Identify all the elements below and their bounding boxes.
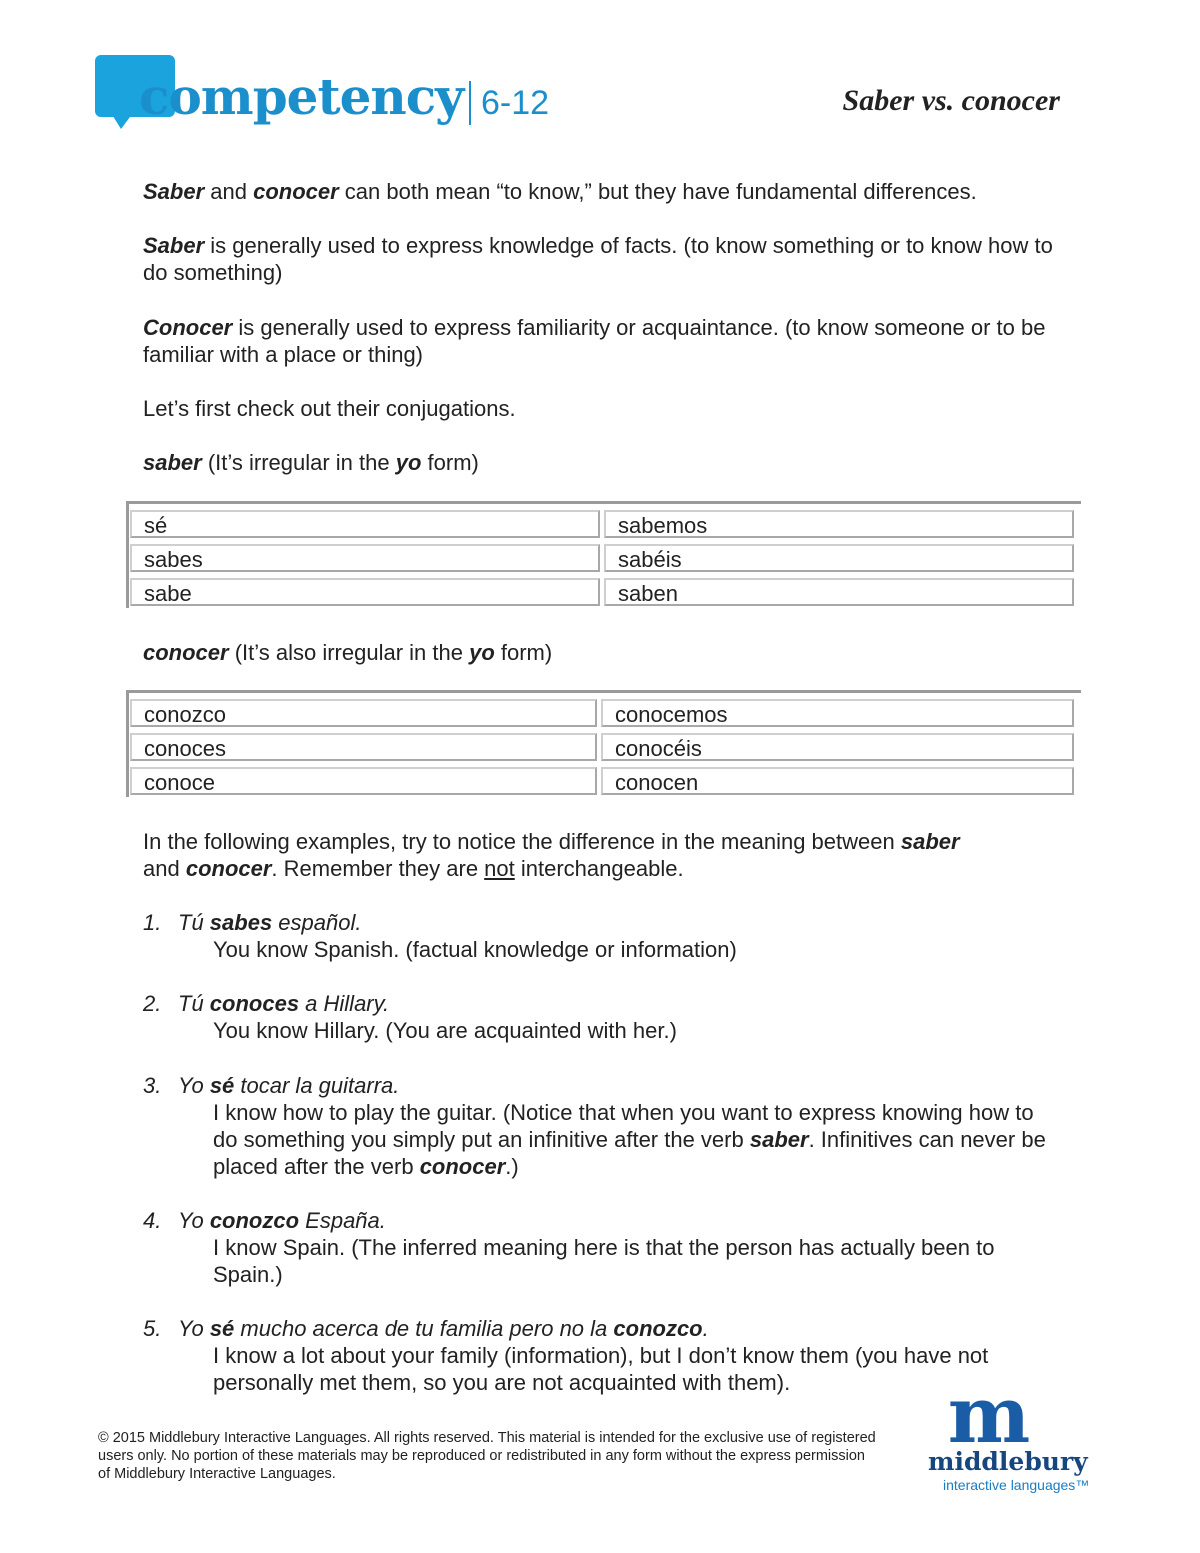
- verb-form: conoces: [209, 991, 300, 1016]
- example-number: 1.: [143, 910, 162, 935]
- text: (It’s irregular in the: [201, 450, 396, 475]
- verb-form: conozco: [209, 1208, 300, 1233]
- term-yo: yo: [395, 450, 422, 475]
- text: In the following examples, try to notice the difference in the meaning between: [143, 829, 901, 854]
- middlebury-name: middlebury: [928, 1447, 1088, 1476]
- examples-intro: [143, 828, 1073, 882]
- intro-paragraph-2: [143, 232, 1073, 286]
- table-cell: conoce: [130, 767, 597, 795]
- competency-logo: [95, 55, 565, 135]
- table-cell: conocemos: [601, 699, 1074, 727]
- example-4: [143, 1207, 1073, 1288]
- table-cell: sabes: [130, 544, 600, 572]
- text: interchangeable.: [514, 856, 684, 881]
- example-spanish: [178, 990, 389, 1017]
- table-cell: conocéis: [601, 733, 1074, 761]
- text: is generally used to express knowledge of facts. (to know something or to know how to do something): [143, 233, 1053, 285]
- example-3: [143, 1072, 1073, 1180]
- text: (It’s also irregular in the: [228, 640, 470, 665]
- term-conocer: conocer: [185, 856, 272, 881]
- example-spanish: [178, 1315, 709, 1342]
- text: . Remember they are: [271, 856, 485, 881]
- speech-bubble-tail: [111, 113, 133, 129]
- saber-conjugation-table: [126, 501, 1081, 608]
- term-not: not: [484, 856, 515, 881]
- conocer-heading: [143, 639, 1073, 666]
- text: .): [505, 1154, 519, 1179]
- table-cell: saben: [604, 578, 1074, 606]
- verb-form: sé: [209, 1316, 235, 1341]
- middlebury-m-icon: m: [947, 1370, 1025, 1461]
- verb-form: sabes: [209, 910, 273, 935]
- example-2: [143, 990, 1073, 1044]
- logo-word: competency: [139, 67, 464, 126]
- example-spanish: [178, 1207, 386, 1234]
- example-number: 2.: [143, 991, 162, 1016]
- example-english: I know a lot about your family (information), but I don’t know them (you have not personally met them, so you are not acquainted with them).: [213, 1343, 989, 1395]
- example-english: I know Spain. (The inferred meaning here is that the person has actually been to Spain.): [213, 1235, 995, 1287]
- middlebury-logo: [928, 1370, 1128, 1495]
- text: form): [421, 450, 479, 475]
- middlebury-tagline: interactive languages™: [943, 1477, 1090, 1493]
- table-cell: sabemos: [604, 510, 1074, 538]
- intro-paragraph-1: [143, 178, 1073, 205]
- term-saber: Saber: [143, 179, 205, 204]
- text: I know how to play the guitar. (Notice that when you want to express knowing how to do something you simply put an infinitive after the verb: [213, 1100, 1034, 1152]
- example-number: 5.: [143, 1316, 162, 1341]
- table-cell: conocen: [601, 767, 1074, 795]
- example-english: [213, 1099, 1063, 1180]
- text: mucho acerca de tu familia pero no la: [234, 1316, 614, 1341]
- text: español.: [272, 910, 362, 935]
- table-cell: conoces: [130, 733, 597, 761]
- term-conocer: conocer: [253, 179, 339, 204]
- example-5: [143, 1315, 1073, 1396]
- example-1: [143, 909, 1073, 963]
- term-saber: saber: [749, 1127, 809, 1152]
- text: a Hillary.: [299, 991, 390, 1016]
- example-english: You know Hillary. (You are acquainted with her.): [213, 1018, 677, 1043]
- text: Yo: [178, 1208, 210, 1233]
- text: Yo: [178, 1316, 210, 1341]
- text: Tú: [178, 910, 210, 935]
- text: Tú: [178, 991, 210, 1016]
- example-spanish: [178, 909, 361, 936]
- example-number: 4.: [143, 1208, 162, 1233]
- logo-separator: [469, 81, 471, 125]
- logo-grade: 6-12: [481, 84, 550, 122]
- term-conocer: Conocer: [143, 315, 233, 340]
- term-saber: Saber: [143, 233, 205, 258]
- verb-form: conozco: [613, 1316, 703, 1341]
- text: Yo: [178, 1073, 210, 1098]
- term-yo: yo: [469, 640, 495, 665]
- text: . Infinitives can never be placed after the verb: [213, 1127, 1046, 1179]
- conocer-conjugation-table: [126, 690, 1081, 797]
- intro-paragraph-4: Let’s first check out their conjugations.: [143, 396, 516, 421]
- text: and: [143, 856, 186, 881]
- verb-form: sé: [209, 1073, 235, 1098]
- table-cell: conozco: [130, 699, 597, 727]
- verb-saber: saber: [143, 450, 202, 475]
- copyright-footer: © 2015 Middlebury Interactive Languages. All rights reserved. This material is intended for the exclusive use of registered users only. No portion of these materials may be reproduced or redistributed in any form without the express permission of Middlebury Interactive Languages.: [98, 1430, 876, 1482]
- document-title: Saber vs. conocer: [842, 84, 1060, 117]
- table-cell: sabéis: [604, 544, 1074, 572]
- text: España.: [299, 1208, 386, 1233]
- verb-conocer: conocer: [143, 640, 229, 665]
- table-cell: sé: [130, 510, 600, 538]
- term-conocer: conocer: [419, 1154, 506, 1179]
- saber-heading: [143, 449, 1073, 476]
- example-spanish: [178, 1072, 399, 1099]
- example-number: 3.: [143, 1073, 162, 1098]
- text: and: [204, 179, 254, 204]
- text: form): [494, 640, 553, 665]
- table-cell: sabe: [130, 578, 600, 606]
- example-english: You know Spanish. (factual knowledge or information): [213, 937, 737, 962]
- text: is generally used to express familiarity or acquaintance. (to know someone or to be familiar with a place or thing): [143, 315, 1046, 367]
- text: can both mean “to know,” but they have fundamental differences.: [338, 179, 977, 204]
- intro-paragraph-3: [143, 314, 1073, 368]
- text: .: [702, 1316, 709, 1341]
- term-saber: saber: [900, 829, 960, 854]
- text: tocar la guitarra.: [234, 1073, 400, 1098]
